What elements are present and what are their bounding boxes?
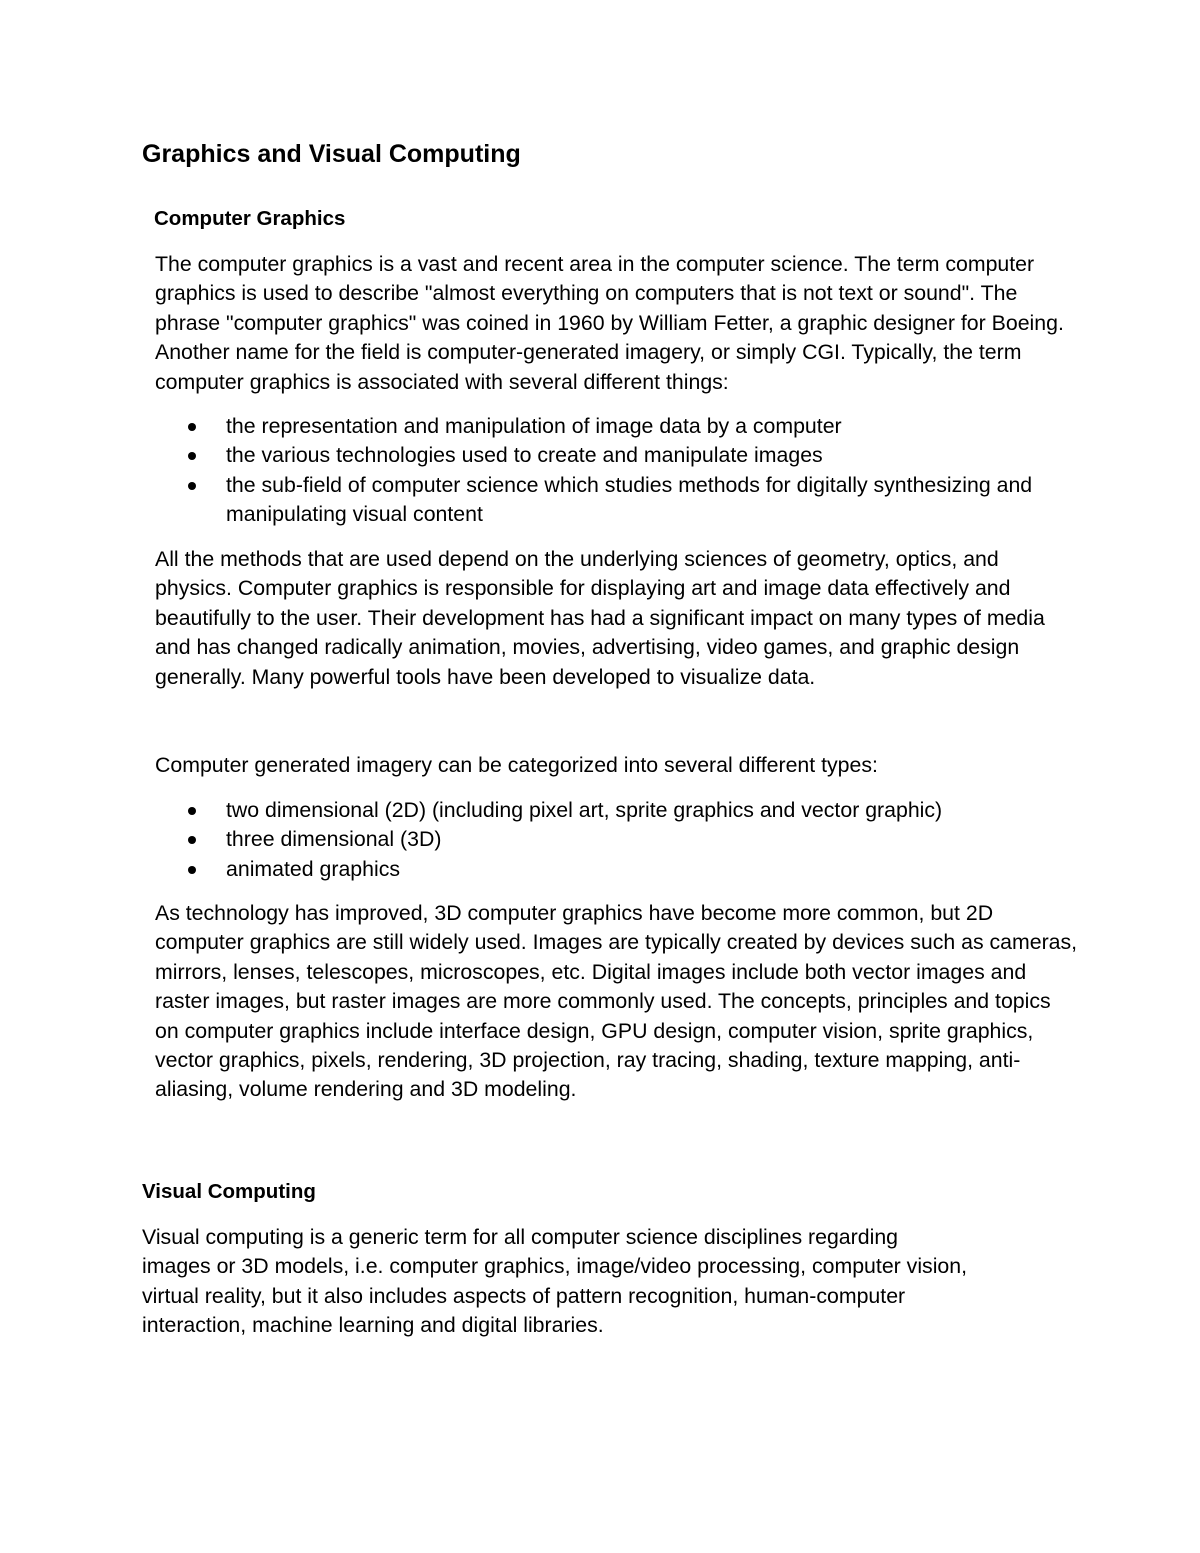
list-item-text: the various technologies used to create and manipulate images — [226, 443, 823, 468]
list-item-text: three dimensional (3D) — [226, 827, 442, 852]
bullet-list-cgi-types — [0, 796, 942, 884]
list-item-text: manipulating visual content — [226, 502, 483, 527]
bullet-icon — [188, 482, 196, 490]
text-line: raster images, but raster images are more commonly used. The concepts, principles and topics — [155, 989, 1051, 1014]
list-item — [0, 412, 1032, 441]
bullet-icon — [188, 452, 196, 460]
text-line: images or 3D models, i.e. computer graphics, image/video processing, computer vision, — [142, 1254, 968, 1279]
text-line: physics. Computer graphics is responsible for displaying art and image data effectively and — [155, 576, 1011, 601]
text-line: aliasing, volume rendering and 3D modeling. — [155, 1077, 577, 1102]
text-line: and has changed radically animation, movies, advertising, video games, and graphic design — [155, 635, 1020, 660]
text-line: phrase "computer graphics" was coined in 1960 by William Fetter, a graphic designer for Boeing. — [155, 310, 1064, 335]
section-heading-visual-computing: Visual Computing — [142, 1180, 316, 1203]
text-line: As technology has improved, 3D computer graphics have become more common, but 2D — [155, 901, 994, 925]
bullet-icon — [188, 423, 196, 431]
text-line: Computer generated imagery can be categorized into several different types: — [155, 753, 878, 777]
paragraph-visual-computing — [142, 1223, 967, 1341]
section-heading-computer-graphics: Computer Graphics — [154, 207, 346, 230]
list-item — [0, 796, 942, 825]
text-line: computer graphics are still widely used. Images are typically created by devices such as cameras, — [155, 930, 1078, 955]
bullet-icon — [188, 836, 196, 844]
list-item-text: the representation and manipulation of image data by a computer — [226, 414, 842, 438]
text-line: mirrors, lenses, telescopes, microscopes, etc. Digital images include both vector images and — [155, 959, 1027, 984]
text-line: on computer graphics include interface design, GPU design, computer vision, sprite graphics, — [155, 1018, 1034, 1043]
text-line: The computer graphics is a vast and recent area in the computer science. The term computer — [155, 252, 1035, 276]
text-line: Another name for the field is computer-generated imagery, or simply CGI. Typically, the term — [155, 340, 1022, 365]
bullet-icon — [188, 807, 196, 815]
bullet-icon — [188, 866, 196, 874]
paragraph-methods — [155, 545, 1045, 692]
list-item — [0, 825, 942, 854]
list-item — [0, 441, 1032, 470]
text-line: virtual reality, but it also includes aspects of pattern recognition, human-computer — [142, 1283, 906, 1308]
paragraph-intro — [155, 250, 1064, 397]
list-item-text: animated graphics — [226, 856, 401, 881]
text-line: interaction, machine learning and digital libraries. — [142, 1313, 604, 1338]
text-line: Visual computing is a generic term for all computer science disciplines regarding — [142, 1225, 899, 1249]
text-line: beautifully to the user. Their development has had a significant impact on many types of media — [155, 605, 1045, 630]
text-line: vector graphics, pixels, rendering, 3D projection, ray tracing, shading, texture mapping, anti- — [155, 1048, 1021, 1073]
bullet-list-graphics-meanings — [0, 412, 1032, 530]
text-line: graphics is used to describe "almost everything on computers that is not text or sound". The — [155, 281, 1018, 306]
document-title: Graphics and Visual Computing — [142, 140, 521, 168]
text-line: All the methods that are used depend on the underlying sciences of geometry, optics, and — [155, 547, 999, 571]
paragraph-cgi-types-intro — [155, 751, 878, 780]
text-line: generally. Many powerful tools have been developed to visualize data. — [155, 664, 816, 689]
list-item-text: two dimensional (2D) (including pixel art, sprite graphics and vector graphic) — [226, 798, 943, 822]
list-item — [0, 471, 1032, 530]
text-line: computer graphics is associated with several different things: — [155, 369, 729, 394]
list-item-text: the sub-field of computer science which studies methods for digitally synthesizing and — [226, 472, 1033, 497]
paragraph-technology — [155, 899, 1077, 1105]
list-item — [0, 855, 942, 884]
